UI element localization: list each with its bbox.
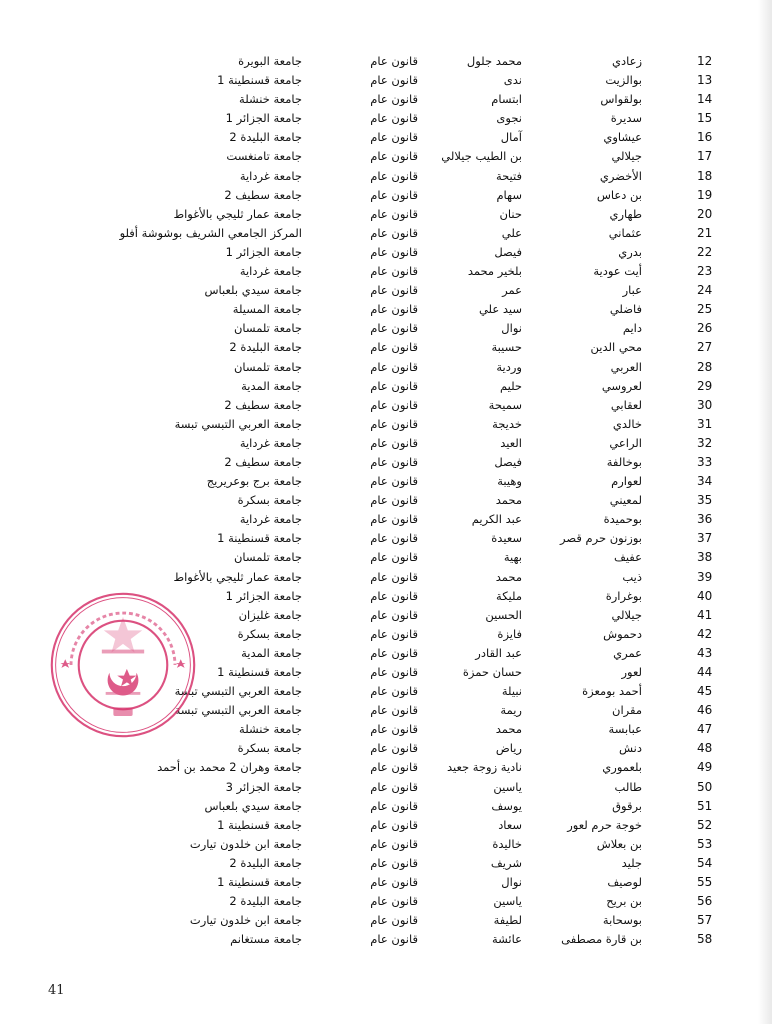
row-number: 15 <box>697 111 713 126</box>
surname-cell: زعادي <box>611 54 642 68</box>
row-number: 32 <box>697 435 713 450</box>
table-row <box>0 300 772 319</box>
specialty-cell: قانون عام <box>370 340 418 355</box>
first-name-cell: محمد <box>495 569 522 584</box>
first-name-cell: بلخير محمد <box>467 264 522 279</box>
first-name-cell: يوسف <box>491 798 522 813</box>
first-name-cell: ياسين <box>493 894 522 909</box>
surname-cell: بوزنون حرم قصر <box>560 531 642 546</box>
first-name-cell: بهية <box>503 550 522 565</box>
row-number: 22 <box>697 244 713 259</box>
university-cell: جامعة وهران 2 محمد بن أحمد <box>157 760 302 775</box>
university-cell: جامعة قسنطينة 1 <box>217 73 302 88</box>
specialty-cell: قانون عام <box>370 569 418 584</box>
university-cell: جامعة قسنطينة 1 <box>217 875 302 890</box>
table-row <box>0 930 772 949</box>
surname-cell: محي الدين <box>590 340 642 355</box>
specialty-cell: قانون عام <box>370 454 418 469</box>
surname-cell: بوخالفة <box>606 454 642 469</box>
surname-cell: عبابسة <box>608 722 642 737</box>
surname-cell: سديرة <box>610 111 642 126</box>
table-row <box>0 739 772 758</box>
university-cell: جامعة تلمسان <box>233 550 302 565</box>
row-number: 28 <box>697 359 713 374</box>
university-cell: جامعة سطيف 2 <box>224 397 302 412</box>
table-row <box>0 529 772 548</box>
specialty-cell: قانون عام <box>370 397 418 412</box>
surname-cell: عيشاوي <box>603 130 642 145</box>
university-cell: جامعة خنشلة <box>239 92 302 107</box>
specialty-cell: قانون عام <box>370 149 418 164</box>
surname-cell: عمري <box>613 645 642 660</box>
first-name-cell: فايزة <box>497 626 522 641</box>
row-number: 55 <box>697 875 713 890</box>
row-number: 50 <box>697 779 713 794</box>
specialty-cell: قانون عام <box>370 760 418 775</box>
table-row <box>0 71 772 90</box>
row-number: 52 <box>697 817 713 832</box>
surname-cell: جليد <box>621 855 642 870</box>
row-number: 48 <box>697 741 713 756</box>
university-cell: جامعة غرداية <box>239 435 302 450</box>
first-name-cell: فتيحة <box>495 168 522 183</box>
first-name-cell: نبيلة <box>501 684 522 699</box>
first-name-cell: لطيفة <box>493 913 522 928</box>
table-row <box>0 186 772 205</box>
surname-cell: لعقابي <box>610 397 642 412</box>
specialty-cell: قانون عام <box>370 703 418 718</box>
first-name-cell: محمد <box>495 493 522 508</box>
specialty-cell: قانون عام <box>370 378 418 393</box>
university-cell: جامعة سيدي بلعباس <box>204 798 302 813</box>
first-name-cell: علي <box>501 225 522 240</box>
surname-cell: بلعموري <box>602 760 642 775</box>
row-number: 49 <box>697 760 713 775</box>
specialty-cell: قانون عام <box>370 302 418 317</box>
table-row <box>0 491 772 510</box>
specialty-cell: قانون عام <box>370 913 418 928</box>
row-number: 36 <box>697 512 713 527</box>
surname-cell: لعروسي <box>601 378 642 393</box>
first-name-cell: محمد جلول <box>466 54 522 68</box>
specialty-cell: قانون عام <box>370 244 418 259</box>
university-cell: جامعة العربي التبسي تبسة <box>174 703 302 718</box>
university-cell: جامعة غرداية <box>239 168 302 183</box>
first-name-cell: العيد <box>500 435 522 450</box>
row-number: 17 <box>697 149 713 164</box>
table-row <box>0 109 772 128</box>
specialty-cell: قانون عام <box>370 73 418 88</box>
table-row <box>0 854 772 873</box>
surname-cell: بن بريح <box>606 894 642 909</box>
row-number: 29 <box>697 378 713 393</box>
surname-cell: بن دعاس <box>596 187 642 202</box>
university-cell: جامعة قسنطينة 1 <box>217 817 302 832</box>
surname-cell: خالدي <box>612 416 642 431</box>
row-number: 51 <box>697 798 713 813</box>
university-cell: جامعة البليدة 2 <box>229 894 302 909</box>
university-cell: جامعة البويرة <box>238 54 302 68</box>
table-row <box>0 434 772 453</box>
table-row <box>0 52 772 71</box>
specialty-cell: قانون عام <box>370 283 418 298</box>
row-number: 21 <box>697 225 713 240</box>
specialty-cell: قانون عام <box>370 894 418 909</box>
specialty-cell: قانون عام <box>370 54 418 68</box>
university-cell: جامعة برج بوعريريج <box>206 474 302 489</box>
surname-cell: بوحميدة <box>603 512 642 527</box>
first-name-cell: فيصل <box>494 244 522 259</box>
specialty-cell: قانون عام <box>370 798 418 813</box>
university-cell: جامعة سطيف 2 <box>224 454 302 469</box>
table-row <box>0 377 772 396</box>
specialty-cell: قانون عام <box>370 435 418 450</box>
table-row <box>0 453 772 472</box>
surname-cell: بولقواس <box>600 92 642 107</box>
first-name-cell: ياسين <box>493 779 522 794</box>
surname-cell: بوسحابة <box>602 913 642 928</box>
university-cell: جامعة عمار ثليجي بالأغواط <box>173 569 302 584</box>
first-name-cell: عبد الكريم <box>471 512 522 527</box>
table-row <box>0 892 772 911</box>
first-name-cell: وهيبة <box>497 474 522 489</box>
row-number: 45 <box>697 684 713 699</box>
university-cell: جامعة بسكرة <box>237 741 302 756</box>
specialty-cell: قانون عام <box>370 92 418 107</box>
first-name-cell: مليكة <box>496 588 522 603</box>
page-number: 41 <box>48 983 65 998</box>
row-number: 44 <box>697 665 713 679</box>
first-name-cell: نادية زوجة جعيد <box>446 760 522 775</box>
table-row <box>0 797 772 816</box>
surname-cell: دايم <box>622 321 642 336</box>
first-name-cell: ريمة <box>500 703 522 718</box>
row-number: 25 <box>697 302 713 317</box>
table-row <box>0 358 772 377</box>
table-row <box>0 835 772 854</box>
specialty-cell: قانون عام <box>370 875 418 890</box>
specialty-cell: قانون عام <box>370 550 418 565</box>
table-row <box>0 243 772 262</box>
university-cell: جامعة المدية <box>241 378 302 393</box>
row-number: 18 <box>697 168 713 183</box>
university-cell: جامعة سطيف 2 <box>224 187 302 202</box>
surname-cell: بن قارة مصطفى <box>561 932 642 947</box>
surname-cell: بوالزيت <box>605 73 642 88</box>
row-number: 34 <box>697 474 713 489</box>
specialty-cell: قانون عام <box>370 722 418 737</box>
table-row <box>0 90 772 109</box>
row-number: 33 <box>697 454 713 469</box>
first-name-cell: عائشة <box>492 932 522 947</box>
specialty-cell: قانون عام <box>370 493 418 508</box>
first-name-cell: رياض <box>495 741 522 756</box>
first-name-cell: حنان <box>499 206 522 221</box>
official-stamp <box>46 588 200 742</box>
first-name-cell: آمال <box>500 130 522 145</box>
surname-cell: جيلالي <box>611 607 642 622</box>
university-cell: جامعة قسنطينة 1 <box>217 665 302 679</box>
specialty-cell: قانون عام <box>370 741 418 756</box>
surname-cell: لوصيف <box>607 875 642 890</box>
specialty-cell: قانون عام <box>370 665 418 679</box>
university-cell: جامعة المدية <box>241 645 302 660</box>
row-number: 24 <box>697 283 713 298</box>
first-name-cell: شريف <box>490 855 522 870</box>
surname-cell: عفيف <box>613 550 642 565</box>
surname-cell: بن بعلاش <box>596 836 642 851</box>
table-row <box>0 548 772 567</box>
first-name-cell: محمد <box>495 722 522 737</box>
university-cell: جامعة البليدة 2 <box>229 130 302 145</box>
surname-cell: بوغرارة <box>605 588 642 603</box>
table-row <box>0 319 772 338</box>
first-name-cell: ابتسام <box>491 92 522 107</box>
table-row <box>0 205 772 224</box>
row-number: 12 <box>697 54 713 68</box>
university-cell: جامعة قسنطينة 1 <box>217 531 302 546</box>
specialty-cell: قانون عام <box>370 836 418 851</box>
row-number: 14 <box>697 92 713 107</box>
row-number: 57 <box>697 913 713 928</box>
university-cell: جامعة خنشلة <box>239 722 302 737</box>
surname-cell: طهاري <box>609 206 642 221</box>
surname-cell: عبار <box>622 283 642 298</box>
university-cell: جامعة ابن خلدون تيارت <box>189 913 302 928</box>
specialty-cell: قانون عام <box>370 225 418 240</box>
surname-cell: مقران <box>612 703 642 718</box>
table-row <box>0 396 772 415</box>
specialty-cell: قانون عام <box>370 321 418 336</box>
table-row <box>0 568 772 587</box>
row-number: 56 <box>697 894 713 909</box>
first-name-cell: نجوى <box>496 111 522 126</box>
row-number: 38 <box>697 550 713 565</box>
table-row <box>0 262 772 281</box>
surname-cell: الأخضري <box>599 168 642 183</box>
specialty-cell: قانون عام <box>370 817 418 832</box>
university-cell: جامعة الجزائر 1 <box>225 588 302 603</box>
surname-cell: برقوق <box>612 798 642 813</box>
specialty-cell: قانون عام <box>370 130 418 145</box>
first-name-cell: سميحة <box>488 397 522 412</box>
row-number: 40 <box>697 588 713 603</box>
first-name-cell: عمر <box>502 283 522 298</box>
table-row <box>0 911 772 930</box>
university-cell: جامعة البليدة 2 <box>229 855 302 870</box>
row-number: 58 <box>697 932 713 947</box>
university-cell: جامعة تامنغست <box>226 149 302 164</box>
table-row <box>0 224 772 243</box>
first-name-cell: سهام <box>496 187 522 202</box>
specialty-cell: قانون عام <box>370 588 418 603</box>
row-number: 37 <box>697 531 713 546</box>
row-number: 16 <box>697 130 713 145</box>
first-name-cell: حسان حمزة <box>462 665 522 679</box>
table-row <box>0 510 772 529</box>
university-cell: جامعة تلمسان <box>233 359 302 374</box>
first-name-cell: نوال <box>501 321 522 336</box>
specialty-cell: قانون عام <box>370 111 418 126</box>
row-number: 26 <box>697 321 713 336</box>
specialty-cell: قانون عام <box>370 512 418 527</box>
row-number: 43 <box>697 645 713 660</box>
specialty-cell: قانون عام <box>370 626 418 641</box>
first-name-cell: خاليدة <box>492 836 522 851</box>
specialty-cell: قانون عام <box>370 264 418 279</box>
university-cell: جامعة العربي التبسي تبسة <box>174 684 302 699</box>
university-cell: جامعة غليزان <box>238 607 302 622</box>
university-cell: جامعة غرداية <box>239 264 302 279</box>
first-name-cell: حليم <box>499 378 522 393</box>
first-name-cell: سعاد <box>498 817 522 832</box>
row-number: 30 <box>697 397 713 412</box>
surname-cell: دنش <box>619 741 642 756</box>
surname-cell: بدري <box>618 244 642 259</box>
row-number: 27 <box>697 340 713 355</box>
row-number: 41 <box>697 607 713 622</box>
surname-cell: طالب <box>614 779 642 794</box>
specialty-cell: قانون عام <box>370 779 418 794</box>
first-name-cell: خديجة <box>492 416 522 431</box>
first-name-cell: سعيدة <box>491 531 522 546</box>
first-name-cell: ندى <box>503 73 522 88</box>
table-row <box>0 167 772 186</box>
row-number: 54 <box>697 855 713 870</box>
university-cell: المركز الجامعي الشريف بوشوشة أفلو <box>119 225 302 240</box>
specialty-cell: قانون عام <box>370 168 418 183</box>
university-cell: جامعة الجزائر 1 <box>225 244 302 259</box>
surname-cell: لمعيني <box>609 493 642 508</box>
surname-cell: ذيب <box>622 569 642 584</box>
surname-cell: أحمد بومعزة <box>582 684 642 699</box>
table-row <box>0 415 772 434</box>
specialty-cell: قانون عام <box>370 359 418 374</box>
row-number: 19 <box>697 187 713 202</box>
university-cell: جامعة البليدة 2 <box>229 340 302 355</box>
row-number: 13 <box>697 73 713 88</box>
first-name-cell: بن الطيب جيلالي <box>441 149 522 164</box>
university-cell: جامعة ابن خلدون تيارت <box>189 836 302 851</box>
first-name-cell: الحسين <box>485 607 522 622</box>
first-name-cell: عبد القادر <box>475 645 522 660</box>
specialty-cell: قانون عام <box>370 932 418 947</box>
row-number: 23 <box>697 264 713 279</box>
first-name-cell: حسيبة <box>491 340 522 355</box>
specialty-cell: قانون عام <box>370 187 418 202</box>
specialty-cell: قانون عام <box>370 416 418 431</box>
university-cell: جامعة بسكرة <box>237 493 302 508</box>
surname-cell: لعوارم <box>611 474 642 489</box>
surname-cell: الراعي <box>609 435 642 450</box>
surname-cell: جيلالي <box>611 149 642 164</box>
university-cell: جامعة المسيلة <box>232 302 302 317</box>
row-number: 46 <box>697 703 713 718</box>
specialty-cell: قانون عام <box>370 645 418 660</box>
university-cell: جامعة عمار ثليجي بالأغواط <box>173 206 302 221</box>
surname-cell: العربي <box>610 359 642 374</box>
surname-cell: عثماني <box>608 225 642 240</box>
university-cell: جامعة غرداية <box>239 512 302 527</box>
table-row <box>0 816 772 835</box>
row-number: 53 <box>697 836 713 851</box>
row-number: 47 <box>697 722 713 737</box>
university-cell: جامعة تلمسان <box>233 321 302 336</box>
surname-cell: خوجة حرم لعور <box>567 817 642 832</box>
specialty-cell: قانون عام <box>370 206 418 221</box>
university-cell: جامعة سيدي بلعباس <box>204 283 302 298</box>
surname-cell: دحموش <box>603 626 642 641</box>
specialty-cell: قانون عام <box>370 474 418 489</box>
specialty-cell: قانون عام <box>370 855 418 870</box>
university-cell: جامعة العربي التبسي تبسة <box>174 416 302 431</box>
row-number: 39 <box>697 569 713 584</box>
first-name-cell: سيد علي <box>478 302 522 317</box>
table-row <box>0 281 772 300</box>
university-cell: جامعة بسكرة <box>237 626 302 641</box>
table-row <box>0 778 772 797</box>
surname-cell: لعور <box>621 665 642 679</box>
surname-cell: فاضلي <box>609 302 642 317</box>
first-name-cell: نوال <box>501 875 522 890</box>
first-name-cell: وردية <box>496 359 522 374</box>
specialty-cell: قانون عام <box>370 684 418 699</box>
table-row <box>0 472 772 491</box>
table-row <box>0 758 772 777</box>
first-name-cell: فيصل <box>494 454 522 469</box>
row-number: 35 <box>697 493 713 508</box>
candidates-table <box>0 52 772 949</box>
row-number: 42 <box>697 626 713 641</box>
university-cell: جامعة مستغانم <box>230 932 302 947</box>
row-number: 31 <box>697 416 713 431</box>
specialty-cell: قانون عام <box>370 531 418 546</box>
table-row <box>0 338 772 357</box>
surname-cell: أيت عودية <box>593 264 642 279</box>
table-row <box>0 147 772 166</box>
university-cell: جامعة الجزائر 1 <box>225 111 302 126</box>
row-number: 20 <box>697 206 713 221</box>
table-row <box>0 128 772 147</box>
table-row <box>0 873 772 892</box>
university-cell: جامعة الجزائر 3 <box>225 779 302 794</box>
specialty-cell: قانون عام <box>370 607 418 622</box>
